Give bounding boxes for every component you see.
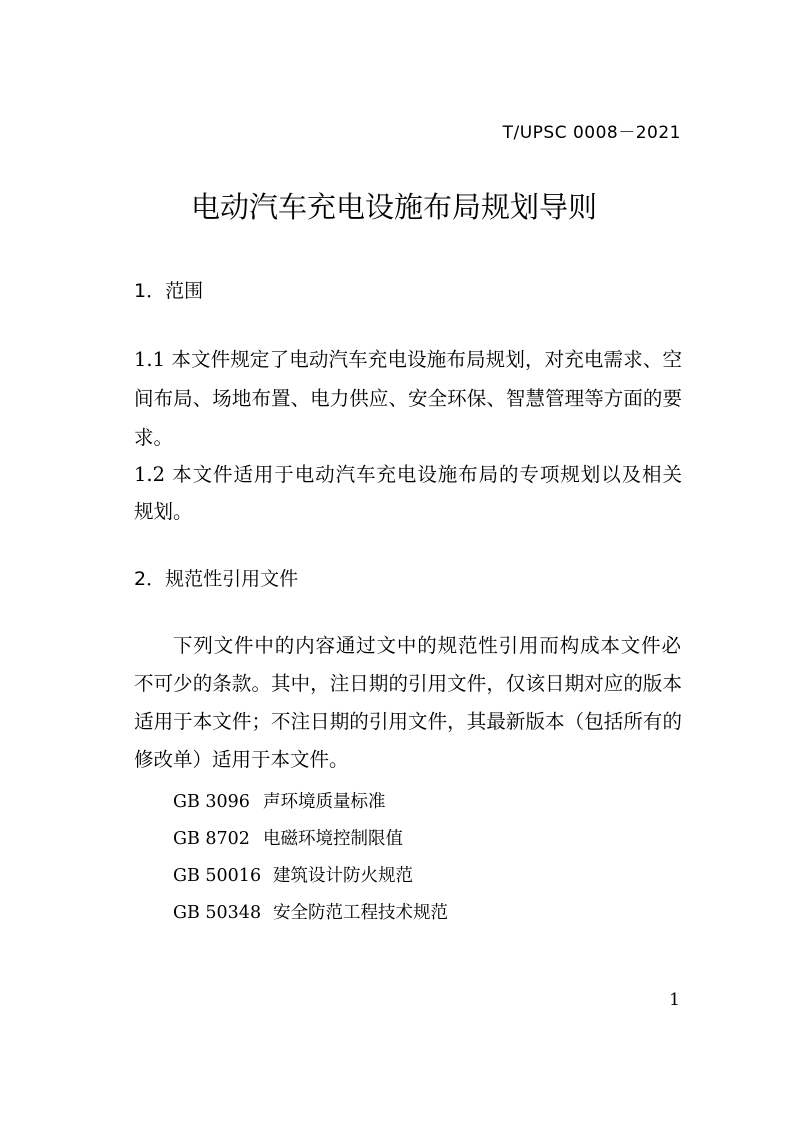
standard-reference: [173, 899, 448, 924]
section-heading-scope: 1．范围: [134, 280, 204, 302]
standard-reference: [173, 788, 386, 813]
paragraph-line: 规划。: [134, 500, 193, 523]
section-heading-normative-references: 2．规范性引用文件: [134, 568, 299, 590]
standard-name: 建筑设计防火规范: [273, 866, 413, 886]
standard-code: GB 3096: [173, 792, 250, 812]
paragraph-line: 求。: [134, 426, 174, 449]
paragraph-line: 1.1 本文件规定了电动汽车充电设施布局规划，对充电需求、空: [134, 348, 682, 371]
paragraph-line: 1.2 本文件适用于电动汽车充电设施布局的专项规划以及相关: [134, 463, 682, 486]
paragraph-line: 间布局、场地布置、电力供应、安全环保、智慧管理等方面的要: [134, 387, 682, 410]
standard-reference: [173, 862, 413, 887]
standard-code: GB 50016: [173, 866, 262, 886]
standard-name: 声环境质量标准: [263, 792, 386, 812]
standard-reference: [173, 825, 403, 850]
page-number: 1: [669, 990, 680, 1010]
document-number: T/UPSC 0008－2021: [502, 123, 681, 143]
document-title: 电动汽车充电设施布局规划导则: [190, 190, 597, 224]
paragraph-line: 下列文件中的内容通过文中的规范性引用而构成本文件必: [173, 634, 681, 657]
standard-code: GB 8702: [173, 829, 250, 849]
standard-code: GB 50348: [173, 903, 262, 923]
paragraph-line: 适用于本文件；不注日期的引用文件，其最新版本（包括所有的: [134, 710, 682, 733]
paragraph-line: 不可少的条款。其中，注日期的引用文件，仅该日期对应的版本: [134, 672, 682, 695]
standard-name: 安全防范工程技术规范: [273, 903, 448, 923]
paragraph-line: 修改单）适用于本文件。: [134, 748, 349, 771]
standard-name: 电磁环境控制限值: [263, 829, 403, 849]
